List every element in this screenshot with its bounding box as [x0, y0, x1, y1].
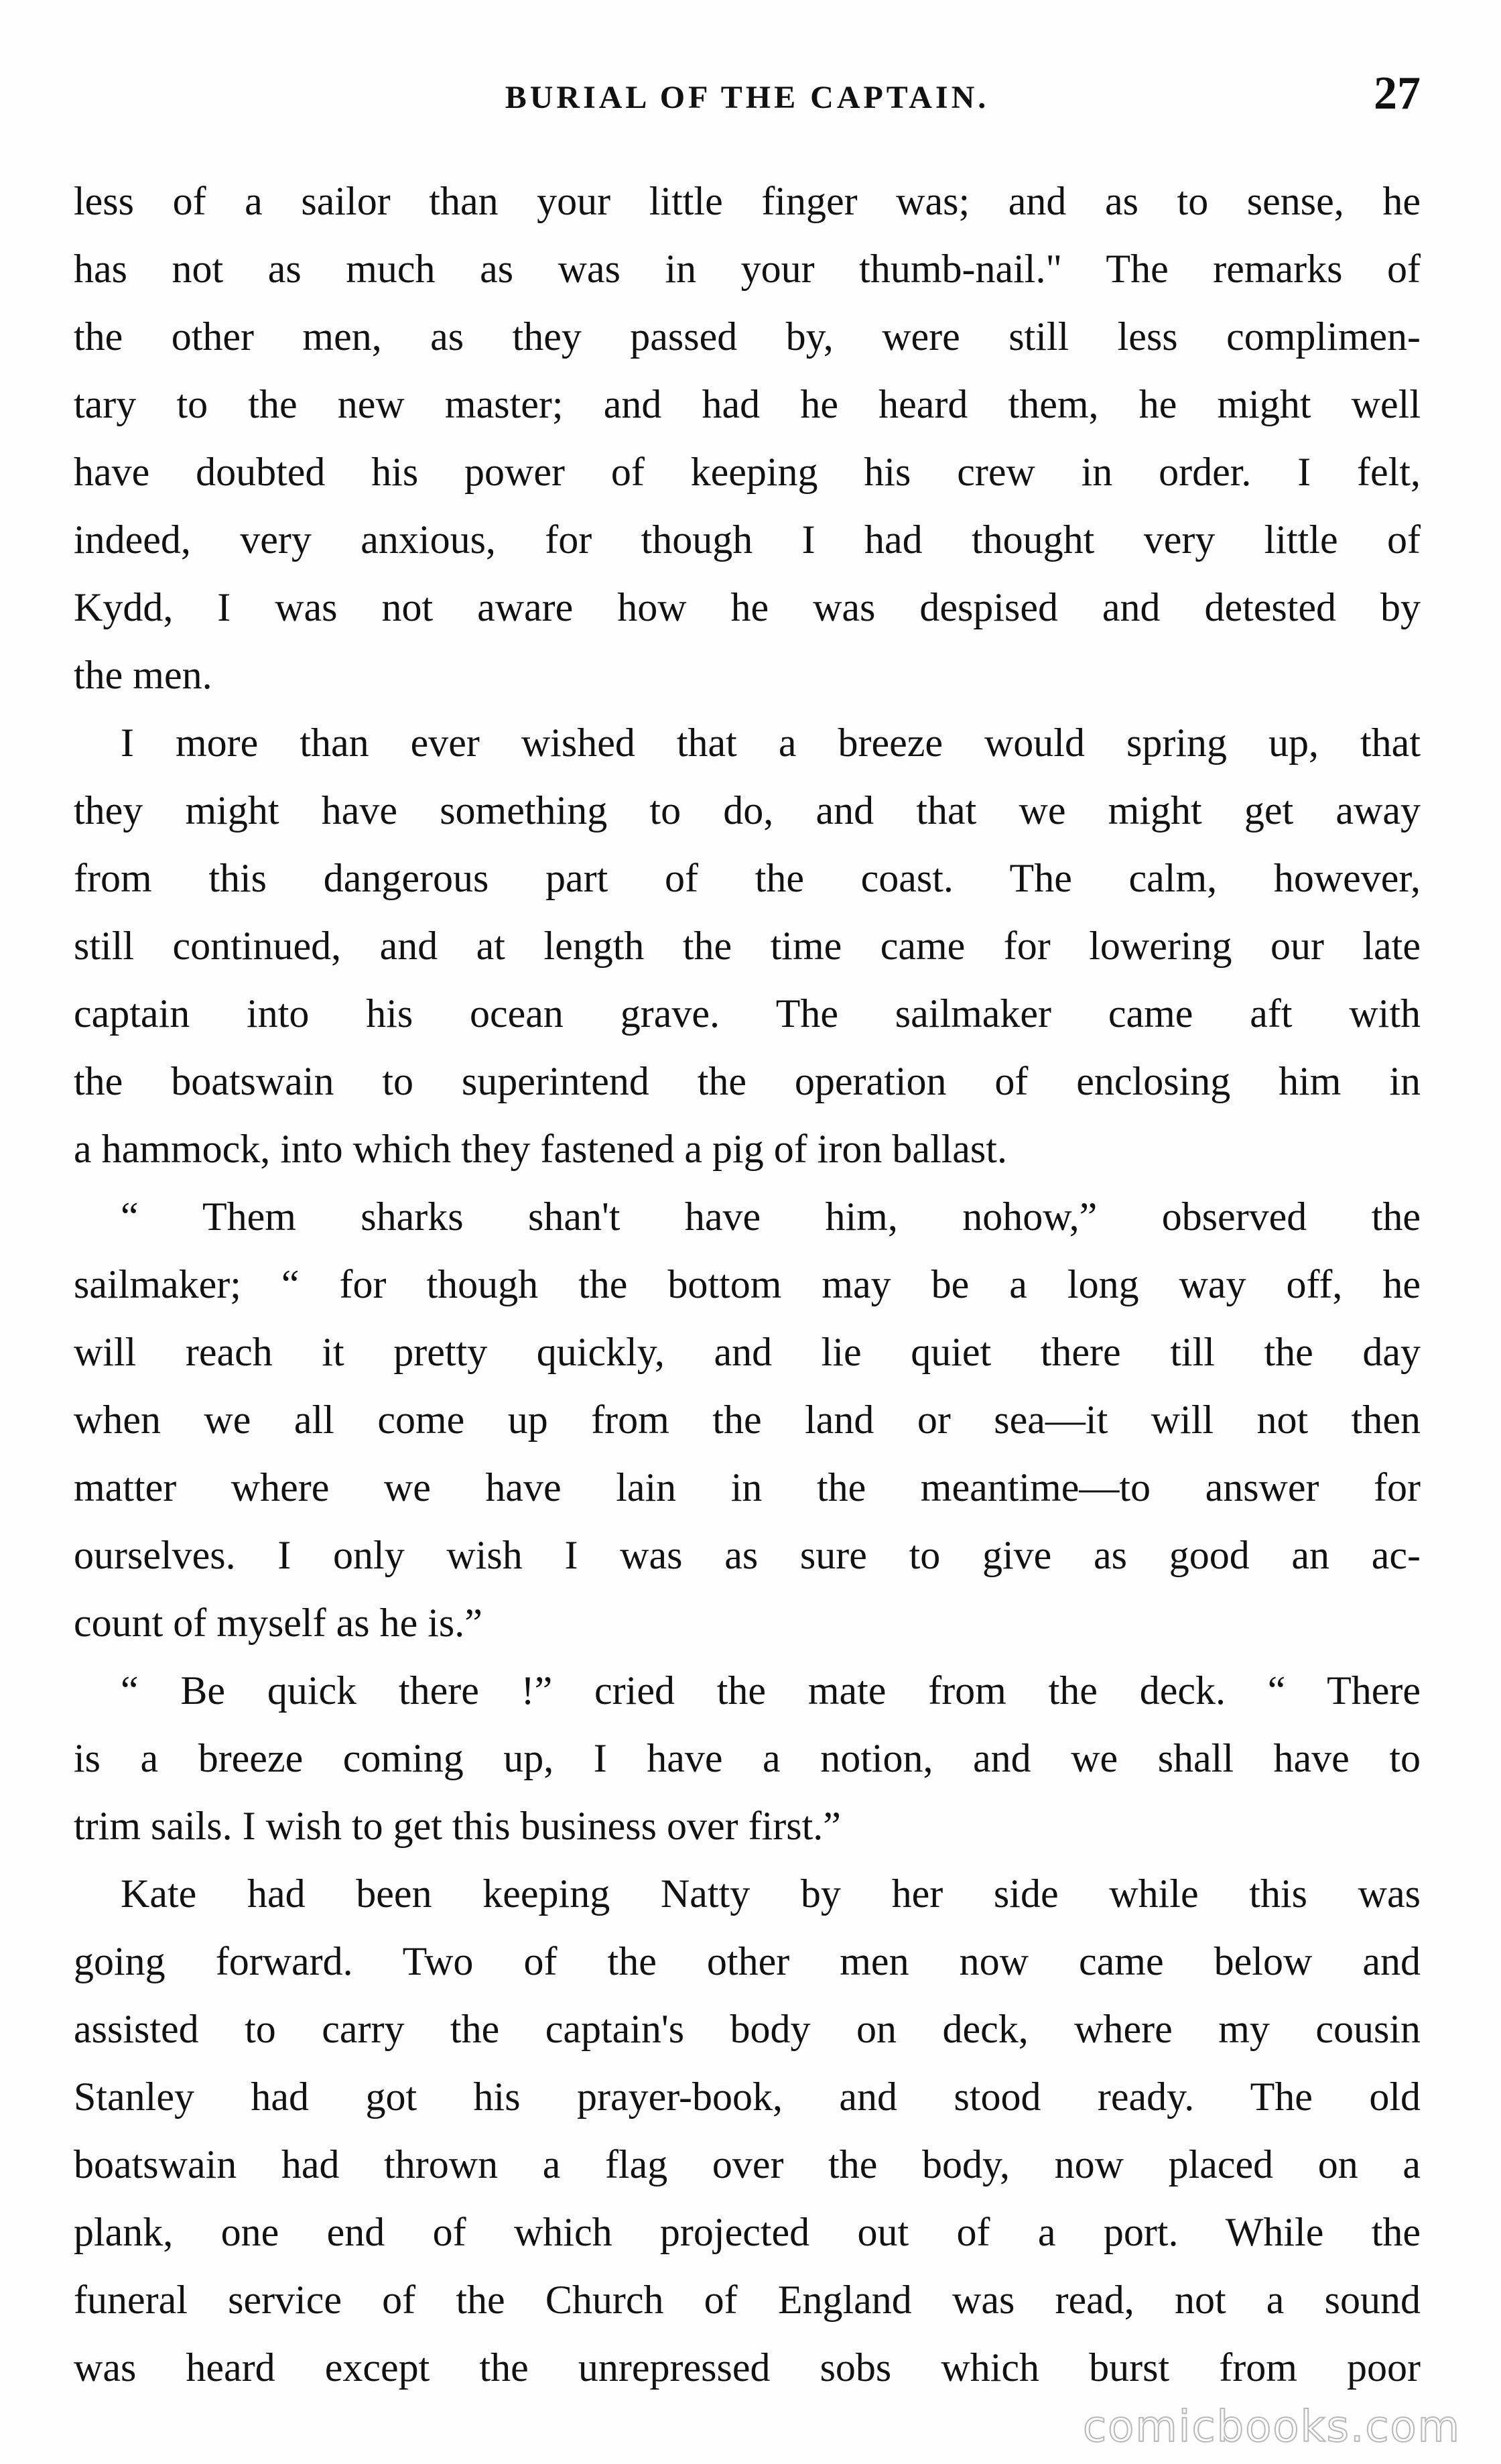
text-line: I more than ever wished that a breeze would spring up, that	[121, 721, 1421, 765]
text-line: less of a sailor than your little finger was; and as to sense, he	[74, 179, 1421, 223]
text-line: was heard except the unrepressed sobs which burst from poor	[74, 2345, 1421, 2390]
text-line: trim sails. I wish to get this business over first.”	[74, 1804, 841, 1848]
page-number: 27	[1374, 68, 1421, 119]
text-line: when we all come up from the land or sea—it will not then	[74, 1398, 1421, 1442]
text-line: Kydd, I was not aware how he was despised and detested by	[74, 585, 1421, 629]
text-line: Stanley had got his prayer-book, and stood ready. The old	[74, 2075, 1421, 2119]
body-text	[74, 168, 1421, 2402]
text-line: “ Them sharks shan't have him, nohow,” observed the	[121, 1194, 1421, 1239]
text-line: assisted to carry the captain's body on deck, where my cousin	[74, 2007, 1421, 2051]
text-line: tary to the new master; and had he heard them, he might well	[74, 382, 1421, 426]
text-line: will reach it pretty quickly, and lie quiet there till the day	[74, 1330, 1421, 1374]
text-line: captain into his ocean grave. The sailmaker came aft with	[74, 991, 1421, 1036]
text-line: indeed, very anxious, for though I had thought very little of	[74, 517, 1421, 562]
text-line: funeral service of the Church of England was read, not a sound	[74, 2278, 1421, 2322]
text-line: still continued, and at length the time came for lowering our late	[74, 924, 1421, 968]
text-line: they might have something to do, and that we might get away	[74, 788, 1421, 833]
text-line: has not as much as was in your thumb-nail." The remarks of	[74, 247, 1421, 291]
text-line: from this dangerous part of the coast. The calm, however,	[74, 856, 1421, 900]
text-line: boatswain had thrown a flag over the body, now placed on a	[74, 2142, 1421, 2186]
text-line: the other men, as they passed by, were still less complimen-	[74, 314, 1421, 359]
text-line: ourselves. I only wish I was as sure to give as good an ac-	[74, 1533, 1421, 1577]
text-line: Kate had been keeping Natty by her side while this was	[121, 1871, 1421, 1916]
text-line: “ Be quick there !” cried the mate from the deck. “ There	[121, 1668, 1421, 1713]
text-line: sailmaker; “ for though the bottom may be a long way off, he	[74, 1262, 1421, 1306]
text-line: matter where we have lain in the meantime—to answer for	[74, 1465, 1421, 1510]
text-line: a hammock, into which they fastened a pig of iron ballast.	[74, 1127, 1007, 1171]
running-head	[74, 67, 1421, 127]
text-line: count of myself as he is.”	[74, 1601, 482, 1645]
watermark: comicbooks.com	[1082, 2402, 1461, 2452]
text-line: is a breeze coming up, I have a notion, and we shall have to	[74, 1736, 1421, 1780]
running-title: BURIAL OF THE CAPTAIN.	[505, 80, 990, 115]
text-line: the boatswain to superintend the operation of enclosing him in	[74, 1059, 1421, 1103]
text-line: going forward. Two of the other men now came below and	[74, 1939, 1421, 1983]
text-line: the men.	[74, 653, 212, 697]
text-line: plank, one end of which projected out of a port. While the	[74, 2210, 1421, 2254]
text-line: have doubted his power of keeping his crew in order. I felt,	[74, 450, 1421, 494]
